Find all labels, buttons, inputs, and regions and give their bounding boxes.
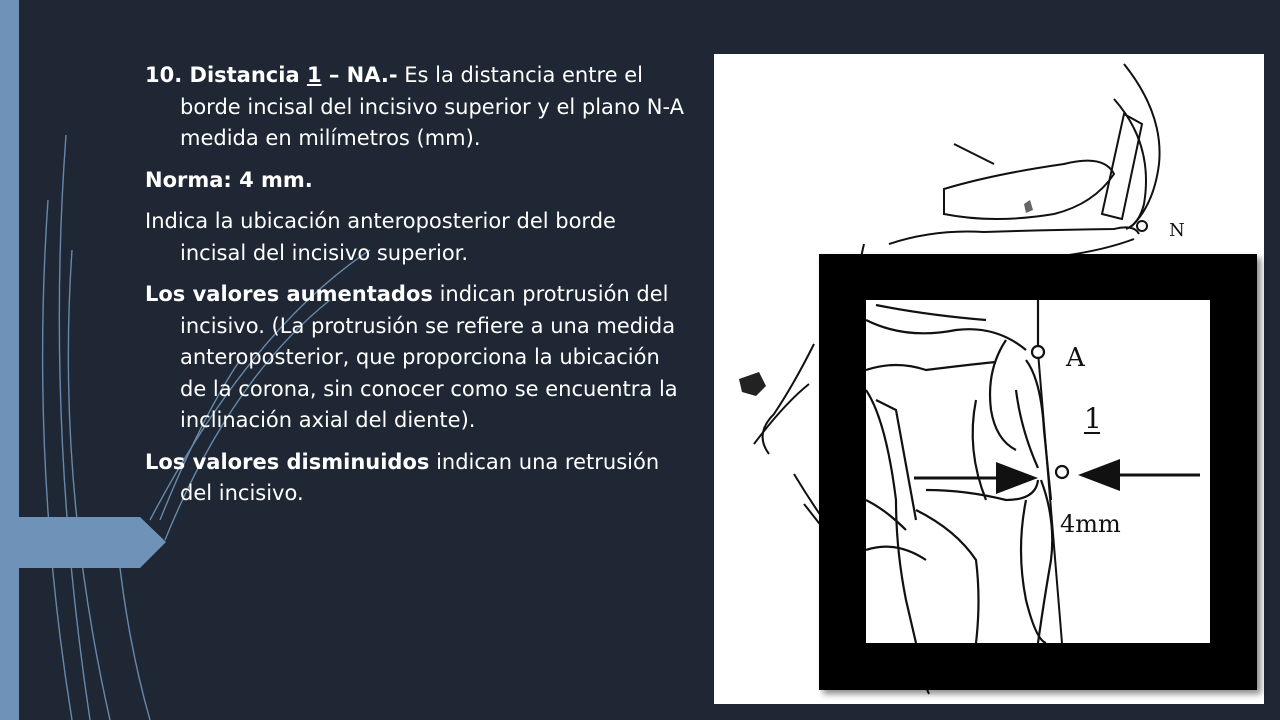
decreased-text: indican una retrusión del incisivo. (180, 449, 660, 505)
zoomed-incisor-detail (866, 300, 1210, 643)
title-prefix: 10. Distancia (145, 63, 307, 87)
label-a: A (1066, 343, 1085, 373)
paragraph-definition (145, 60, 685, 155)
left-accent-bar (0, 0, 19, 720)
label-4mm: 4mm (1060, 510, 1121, 538)
increased-bold: Los valores aumentados (145, 282, 433, 306)
increased-text: indican protrusión del incisivo. (La protrusión se refiere a una medida anteroposterior, que proporciona la ubicación de la corona, sin conocer como se encuentra la inclinación axial del diente). (180, 282, 678, 432)
norm-text: Norma: 4 mm. (145, 167, 313, 192)
slide-text (145, 60, 685, 520)
paragraph-norm (145, 165, 685, 197)
decreased-bold: Los valores disminuidos (145, 449, 430, 474)
paragraph-decreased (145, 447, 685, 510)
label-incisor-1: 1 (1084, 402, 1102, 435)
indication-text: Indica la ubicación anteroposterior del borde incisal del incisivo superior. (145, 209, 616, 265)
definition-text: Es la distancia entre el borde incisal del incisivo superior y el plano N-A medida en milímetros (mm). (180, 63, 684, 150)
right-arrow (1078, 459, 1200, 491)
arrow-accent-shape (19, 517, 166, 568)
label-n: N (1169, 220, 1185, 241)
incisor-tracing (866, 300, 1210, 643)
paragraph-indication (145, 206, 685, 269)
title-number: 1 (306, 63, 322, 87)
title-suffix: – NA.- (321, 63, 398, 87)
paragraph-increased (145, 279, 685, 437)
